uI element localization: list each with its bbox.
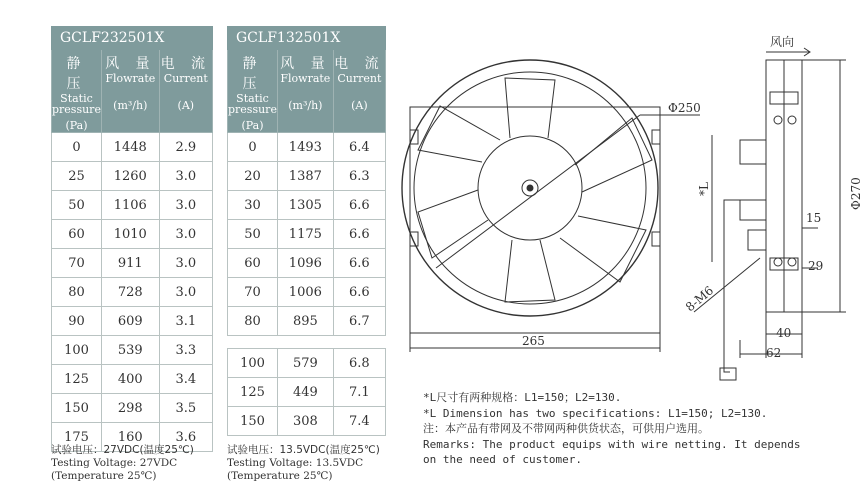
cell-flowrate: 911 <box>101 249 159 278</box>
label-diameter-270: Φ270 <box>849 177 863 210</box>
cell-current: 7.4 <box>333 407 385 436</box>
label-15: 15 <box>806 211 822 225</box>
model-name: GCLF132501X <box>228 27 386 50</box>
cell-pressure: 150 <box>228 407 278 436</box>
cell-flowrate: 1493 <box>277 133 333 162</box>
cell-flowrate: 895 <box>277 307 333 336</box>
cell-flowrate: 1175 <box>277 220 333 249</box>
label-29: 29 <box>808 259 824 273</box>
cell-flowrate: 728 <box>101 278 159 307</box>
cell-current: 2.9 <box>159 133 212 162</box>
label-diameter-250: Φ250 <box>668 101 701 115</box>
cell-pressure: 70 <box>228 278 278 307</box>
cell-pressure: 60 <box>228 249 278 278</box>
header-current: 电 流 Current (A) <box>333 50 385 133</box>
cell-pressure: 125 <box>52 365 102 394</box>
header-flowrate: 风 量 Flowrate (m³/h) <box>101 50 159 133</box>
cell-pressure: 80 <box>228 307 278 336</box>
cell-pressure: 90 <box>52 307 102 336</box>
header-pressure: 静 压 Static pressure (Pa) <box>228 50 278 133</box>
cell-pressure: 0 <box>228 133 278 162</box>
test-voltage-note-1: 试验电压：27VDC(温度25℃) Testing Voltage: 27VDC (Temperature 25℃) <box>51 444 194 482</box>
header-current: 电 流 Current (A) <box>159 50 212 133</box>
cell-flowrate: 1260 <box>101 162 159 191</box>
cell-pressure: 70 <box>52 249 102 278</box>
fan-housing-outline <box>410 107 660 333</box>
cell-flowrate: 1448 <box>101 133 159 162</box>
label-40: 40 <box>776 326 792 340</box>
cell-pressure: 175 <box>52 423 102 452</box>
mount-holes <box>410 130 660 246</box>
drawing-labels <box>522 35 863 360</box>
cell-current: 6.6 <box>333 191 385 220</box>
cell-current: 3.0 <box>159 278 212 307</box>
label-width-265: 265 <box>522 334 545 348</box>
cell-current: 6.6 <box>333 249 385 278</box>
cell-pressure: 150 <box>52 394 102 423</box>
cell-pressure: 100 <box>52 336 102 365</box>
cell-current: 3.6 <box>159 423 212 452</box>
cell-flowrate: 1106 <box>101 191 159 220</box>
cell-pressure: 30 <box>228 191 278 220</box>
cell-current: 6.4 <box>333 133 385 162</box>
cell-current: 3.0 <box>159 220 212 249</box>
cell-flowrate: 1010 <box>101 220 159 249</box>
cell-current: 6.3 <box>333 162 385 191</box>
cell-flowrate: 308 <box>277 407 333 436</box>
cell-pressure: 25 <box>52 162 102 191</box>
cell-current: 3.0 <box>159 162 212 191</box>
cell-current: 6.6 <box>333 220 385 249</box>
power-wire <box>724 200 744 372</box>
cell-pressure: 0 <box>52 133 102 162</box>
cell-flowrate: 160 <box>101 423 159 452</box>
cell-flowrate: 1305 <box>277 191 333 220</box>
cell-pressure: 60 <box>52 220 102 249</box>
cell-current: 3.0 <box>159 249 212 278</box>
cell-flowrate: 609 <box>101 307 159 336</box>
cell-flowrate: 1387 <box>277 162 333 191</box>
cell-pressure: 100 <box>228 349 278 378</box>
cell-flowrate: 1096 <box>277 249 333 278</box>
cell-pressure: 50 <box>52 191 102 220</box>
model-name: GCLF232501X <box>52 27 213 50</box>
cell-current: 6.7 <box>333 307 385 336</box>
remarks: *L尺寸有两种规格：L1=150；L2=130. *L Dimension has two specifications: L1=150; L2=130. 注：本产品有带网及不带网两种供货状态，可供用户选用。 Remarks: The product equips with wire netting. It depends on the need of customer. <box>423 391 801 466</box>
cell-current: 3.3 <box>159 336 212 365</box>
header-flowrate: 风 量 Flowrate (m³/h) <box>277 50 333 133</box>
cell-flowrate: 539 <box>101 336 159 365</box>
cell-current: 3.0 <box>159 191 212 220</box>
cell-current: 3.5 <box>159 394 212 423</box>
cell-current: 3.1 <box>159 307 212 336</box>
cell-pressure: 50 <box>228 220 278 249</box>
cell-pressure: 20 <box>228 162 278 191</box>
header-pressure: 静 压 Static pressure (Pa) <box>52 50 102 133</box>
cell-flowrate: 579 <box>277 349 333 378</box>
label-8-m6: 8-M6 <box>682 283 717 315</box>
cell-pressure: 80 <box>52 278 102 307</box>
label-62: 62 <box>766 346 782 360</box>
test-voltage-note-2: 试验电压：13.5VDC(温度25℃) Testing Voltage: 13.5VDC (Temperature 25℃) <box>227 444 380 482</box>
cell-current: 6.8 <box>333 349 385 378</box>
label-l: *L <box>697 182 711 196</box>
cell-pressure: 125 <box>228 378 278 407</box>
cell-current: 6.6 <box>333 278 385 307</box>
label-airflow: 风向 <box>770 35 795 49</box>
cell-flowrate: 1006 <box>277 278 333 307</box>
cell-flowrate: 449 <box>277 378 333 407</box>
cell-flowrate: 400 <box>101 365 159 394</box>
cell-current: 7.1 <box>333 378 385 407</box>
cell-current: 3.4 <box>159 365 212 394</box>
cell-flowrate: 298 <box>101 394 159 423</box>
